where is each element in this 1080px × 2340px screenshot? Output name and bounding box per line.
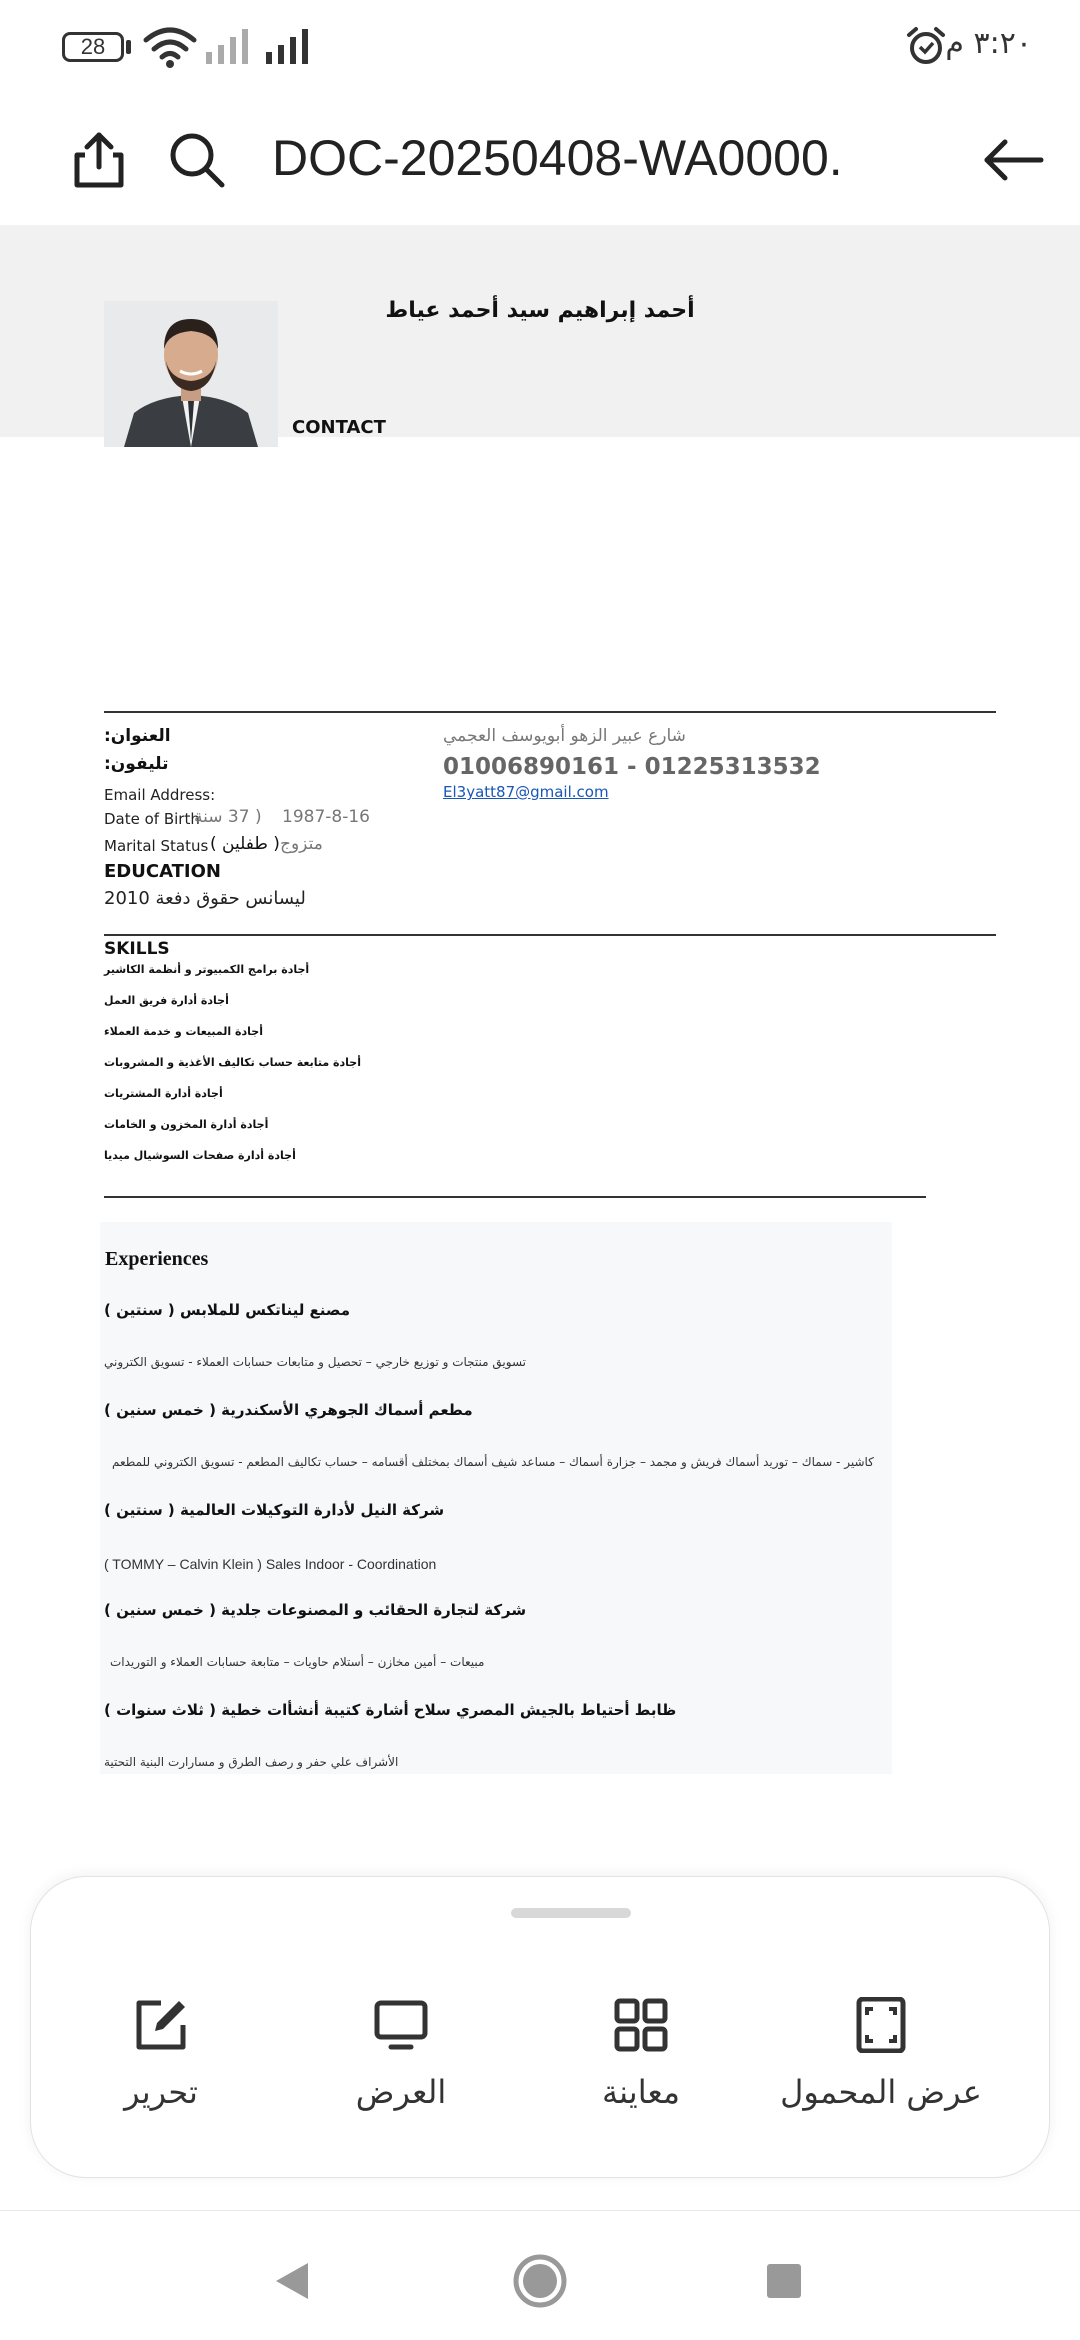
experience-title: شركة لتجارة الحقائب و المصنوعات جلدية ( خمس سنين ): [104, 1601, 527, 1619]
alarm-icon: [906, 26, 946, 66]
nav-home-icon[interactable]: [510, 2251, 570, 2311]
skill-item: أجادة المبيعات و خدمة العملاء: [104, 1025, 263, 1038]
preview-label: معاينة: [601, 2073, 681, 2111]
experience-title: ظابط أحتياط بالجيش المصري سلاح أشارة كتيبة أنشأات خطية ( ثلاث سنوات ): [104, 1701, 677, 1719]
marital-label: Marital Status: [104, 837, 209, 855]
education-value: ليسانس حقوق دفعة 2010: [104, 888, 306, 909]
document-title: DOC-20250408-WA0000.: [272, 130, 843, 186]
marital-kids: ( طفلين ): [210, 834, 280, 854]
nav-back-icon[interactable]: [262, 2251, 322, 2311]
battery-level: 28: [80, 34, 106, 59]
status-bar: [0, 0, 1080, 95]
mobile-view-icon: [853, 1997, 909, 2053]
share-icon[interactable]: [60, 121, 138, 199]
skill-item: أجادة أدارة فريق العمل: [104, 994, 229, 1007]
experience-title: شركة النيل لأدارة التوكيلات العالمية ( سنتين ): [104, 1501, 445, 1519]
bottom-sheet: [30, 1876, 1050, 2178]
email-link[interactable]: El3yatt87@gmail.com: [443, 783, 609, 801]
education-heading: EDUCATION: [104, 861, 221, 882]
edit-button[interactable]: [41, 1997, 281, 2117]
mobile-view-button[interactable]: [761, 1997, 1001, 2117]
mobile-view-label: عرض المحمول: [780, 2073, 982, 2111]
dob-label: Date of Birth: [104, 810, 200, 828]
edit-icon: [133, 1997, 189, 2053]
edit-label: تحرير: [124, 2073, 198, 2111]
experience-title: مصنع ليناتكس للملابس ( سنتين ): [104, 1301, 350, 1319]
skills-heading: SKILLS: [104, 939, 170, 959]
skill-item: أجادة متابعة حساب تكاليف الأغذية و المشروبات: [104, 1056, 362, 1069]
dob-age: ( 37 سنة: [194, 807, 262, 827]
nav-recents-icon[interactable]: [754, 2251, 814, 2311]
experience-desc: مبيعات – أمين مخازن – أستلام حاويات – متابعة حسابات العملاء و التوريدات: [110, 1655, 485, 1669]
wifi-icon: [142, 24, 198, 68]
signal-icon: [204, 28, 254, 64]
address-value: شارع عبير الزهو أبويوسف العجمي: [443, 726, 686, 746]
skill-item: أجادة أدارة صفحات السوشيال ميديا: [104, 1149, 296, 1162]
display-label: العرض: [355, 2073, 447, 2111]
divider: [104, 1196, 926, 1198]
search-icon[interactable]: [158, 121, 236, 199]
status-time: ٣:٢٠ م: [945, 26, 1032, 61]
skill-item: أجادة برامج الكمبيوتر و أنظمة الكاشير: [104, 963, 310, 976]
sheet-handle[interactable]: [511, 1908, 631, 1918]
system-nav-bar: [0, 2210, 1080, 2340]
preview-button[interactable]: [521, 1997, 761, 2117]
divider: [104, 711, 996, 713]
cv-name: أحمد إبراهيم سيد أحمد عياط: [385, 298, 695, 323]
marital-value: متزوج: [280, 834, 323, 854]
grid-icon: [613, 1997, 669, 2053]
experience-title: مطعم أسماك الجوهري الأسكندرية ( خمس سنين ): [104, 1401, 473, 1419]
experience-desc: كاشير - سماك – توريد أسماك فريش و مجمد – جزارة أسماك – مساعد شيف أسماك بمختلف أقسامه – حساب تكاليف المطعم - تسويق الكتروني للمطعم: [112, 1455, 874, 1469]
dob-value: 1987-8-16: [282, 807, 370, 827]
battery-tip: [126, 40, 131, 54]
signal-icon: [264, 28, 314, 64]
experience-desc: الأشراف علي حفر و رصف الطرق و مسارارت البنية التحتية: [104, 1755, 399, 1769]
contact-heading: CONTACT: [292, 417, 386, 438]
skill-item: أجادة أدارة المخزون و الخامات: [104, 1118, 269, 1131]
address-label: العنوان:: [104, 726, 171, 746]
profile-photo: [104, 301, 278, 447]
top-app-bar: [0, 95, 1080, 225]
phone-value: 01006890161 - 01225313532: [443, 754, 821, 780]
phone-label: تليفون:: [104, 754, 169, 774]
experience-desc: ( TOMMY – Calvin Klein ) Sales Indoor - Coordination: [104, 1556, 437, 1572]
experiences-heading: Experiences: [105, 1248, 209, 1270]
battery-icon: [62, 32, 124, 62]
experience-desc: تسويق منتجات و توزيع خارجي – تحصيل و متابعات حسابات العملاء - تسويق الكتروني: [104, 1355, 526, 1369]
back-arrow-icon[interactable]: [974, 121, 1052, 199]
divider: [104, 934, 996, 936]
skill-item: أجادة أدارة المشتريات: [104, 1087, 223, 1100]
email-label: Email Address:: [104, 786, 216, 804]
display-button[interactable]: [281, 1997, 521, 2117]
monitor-icon: [373, 1997, 429, 2053]
